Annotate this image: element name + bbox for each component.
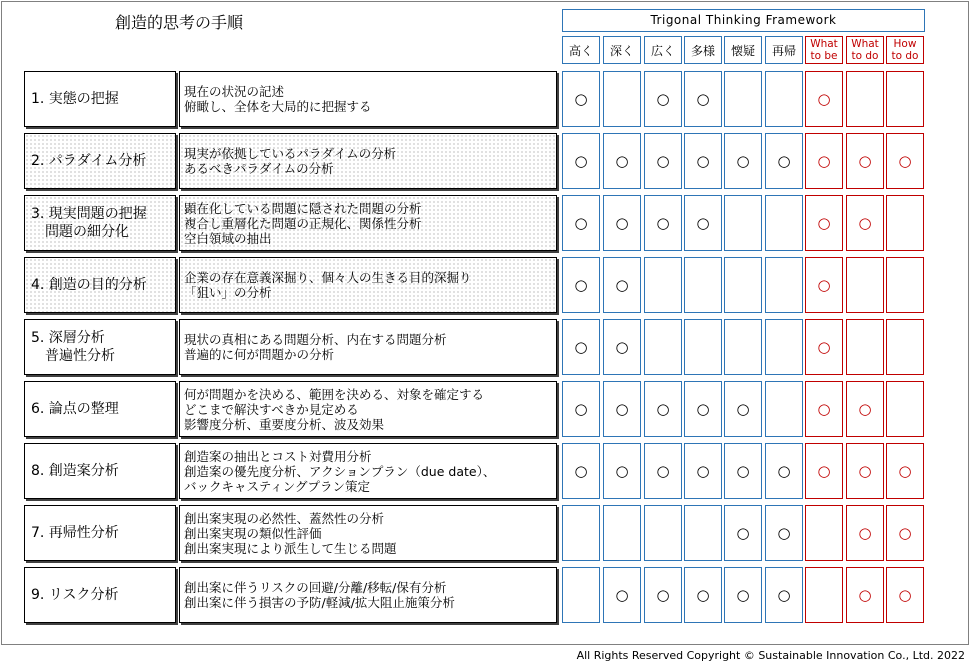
circle-mark: ○	[615, 400, 629, 418]
circle-mark: ○	[574, 214, 588, 232]
mark-cell	[886, 195, 924, 251]
mark-cell	[644, 505, 682, 561]
circle-mark: ○	[898, 586, 912, 604]
mark-cell	[724, 195, 762, 251]
mark-cell	[886, 71, 924, 127]
circle-mark: ○	[736, 586, 750, 604]
mark-cell	[846, 133, 884, 189]
circle-mark: ○	[898, 524, 912, 542]
mark-cell	[603, 443, 641, 499]
mark-cell	[724, 133, 762, 189]
mark-cell	[805, 257, 843, 313]
circle-mark: ○	[817, 338, 831, 356]
mark-cell	[886, 505, 924, 561]
description-line: 創出案実現により派生して生じる問題	[184, 540, 397, 556]
mark-cell	[886, 133, 924, 189]
circle-mark: ○	[736, 400, 750, 418]
circle-mark: ○	[858, 524, 872, 542]
circle-mark: ○	[574, 152, 588, 170]
circle-mark: ○	[817, 400, 831, 418]
mark-cell	[562, 443, 600, 499]
step-label: 7. 再帰性分析	[24, 505, 176, 561]
mark-cell	[846, 257, 884, 313]
circle-mark: ○	[656, 400, 670, 418]
step-description	[179, 505, 557, 561]
mark-cell	[644, 257, 682, 313]
circle-mark: ○	[574, 338, 588, 356]
step-description	[179, 257, 557, 313]
mark-cell	[724, 319, 762, 375]
mark-cell	[765, 71, 803, 127]
column-header-1: 深く	[603, 36, 641, 64]
step-label: 1. 実態の把握	[24, 71, 176, 127]
mark-cell	[603, 381, 641, 437]
circle-mark: ○	[817, 152, 831, 170]
mark-cell	[846, 567, 884, 623]
step-description	[179, 195, 557, 251]
mark-cell	[805, 567, 843, 623]
description-line: 何が問題かを決める、範囲を決める、対象を確定する	[184, 386, 485, 402]
description-line: 創出案実現の類似性評価	[184, 525, 322, 541]
circle-mark: ○	[574, 400, 588, 418]
step-label: 2. パラダイム分析	[24, 133, 176, 189]
mark-cell	[562, 71, 600, 127]
circle-mark: ○	[736, 152, 750, 170]
step-label: 5. 深層分析 普遍性分析	[24, 319, 176, 375]
circle-mark: ○	[656, 462, 670, 480]
mark-cell	[644, 443, 682, 499]
step-label: 6. 論点の整理	[24, 381, 176, 437]
mark-cell	[846, 195, 884, 251]
mark-cell	[603, 257, 641, 313]
mark-cell	[603, 505, 641, 561]
circle-mark: ○	[817, 276, 831, 294]
step-description	[179, 319, 557, 375]
circle-mark: ○	[858, 214, 872, 232]
circle-mark: ○	[696, 90, 710, 108]
mark-cell	[562, 319, 600, 375]
mark-cell	[644, 319, 682, 375]
description-line: 普遍的に何が問題かの分析	[184, 347, 335, 362]
mark-cell	[644, 195, 682, 251]
circle-mark: ○	[656, 214, 670, 232]
column-header-3: 多様	[684, 36, 722, 64]
description-line: あるべきパラダイムの分析	[184, 161, 334, 176]
mark-cell	[805, 505, 843, 561]
circle-mark: ○	[615, 338, 629, 356]
circle-mark: ○	[858, 462, 872, 480]
mark-cell	[603, 71, 641, 127]
description-line: 現実が依拠しているパラダイムの分析	[184, 146, 397, 161]
circle-mark: ○	[574, 276, 588, 294]
mark-cell	[724, 443, 762, 499]
step-description	[179, 443, 557, 499]
description-line: 企業の存在意義深掘り、個々人の生きる目的深掘り	[184, 270, 472, 285]
mark-cell	[886, 319, 924, 375]
mark-cell	[562, 133, 600, 189]
circle-mark: ○	[777, 152, 791, 170]
mark-cell	[684, 443, 722, 499]
mark-cell	[765, 257, 803, 313]
framework-header: Trigonal Thinking Framework	[562, 9, 925, 32]
mark-cell	[684, 381, 722, 437]
description-line: 複合し重層化た問題の正規化、関係性分析	[184, 215, 422, 231]
mark-cell	[684, 257, 722, 313]
column-header-7: What to do	[846, 36, 884, 64]
circle-mark: ○	[615, 214, 629, 232]
mark-cell	[805, 443, 843, 499]
mark-cell	[846, 319, 884, 375]
circle-mark: ○	[656, 90, 670, 108]
page-title: 創造的思考の手順	[115, 13, 244, 32]
mark-cell	[765, 195, 803, 251]
mark-cell	[765, 381, 803, 437]
mark-cell	[846, 505, 884, 561]
circle-mark: ○	[696, 152, 710, 170]
step-label: 3. 現実問題の把握 問題の細分化	[24, 195, 176, 251]
circle-mark: ○	[858, 400, 872, 418]
step-description	[179, 71, 557, 127]
mark-cell	[562, 567, 600, 623]
circle-mark: ○	[615, 462, 629, 480]
mark-cell	[846, 443, 884, 499]
mark-cell	[684, 195, 722, 251]
mark-cell	[765, 319, 803, 375]
description-line: どこまで解決すべきか見定める	[184, 401, 359, 417]
mark-cell	[684, 319, 722, 375]
mark-cell	[603, 567, 641, 623]
circle-mark: ○	[696, 462, 710, 480]
step-label: 4. 創造の目的分析	[24, 257, 176, 313]
mark-cell	[724, 567, 762, 623]
description-line: バックキャスティングプラン策定	[184, 478, 371, 494]
circle-mark: ○	[574, 462, 588, 480]
description-line: 俯瞰し、全体を大局的に把握する	[184, 99, 372, 114]
circle-mark: ○	[817, 462, 831, 480]
mark-cell	[765, 133, 803, 189]
mark-cell	[644, 567, 682, 623]
mark-cell	[562, 257, 600, 313]
mark-cell	[886, 257, 924, 313]
mark-cell	[603, 133, 641, 189]
mark-cell	[805, 381, 843, 437]
column-header-0: 高く	[562, 36, 600, 64]
circle-mark: ○	[696, 586, 710, 604]
circle-mark: ○	[736, 524, 750, 542]
description-line: 顕在化している問題に隠された問題の分析	[184, 200, 422, 216]
circle-mark: ○	[696, 214, 710, 232]
column-header-4: 懐疑	[724, 36, 762, 64]
mark-cell	[644, 381, 682, 437]
circle-mark: ○	[858, 152, 872, 170]
mark-cell	[562, 381, 600, 437]
circle-mark: ○	[898, 462, 912, 480]
step-description	[179, 567, 557, 623]
mark-cell	[603, 195, 641, 251]
description-line: 創出案実現の必然性、蓋然性の分析	[184, 510, 385, 526]
description-line: 現在の状況の記述	[184, 84, 285, 99]
mark-cell	[886, 567, 924, 623]
step-description	[179, 381, 557, 437]
mark-cell	[644, 133, 682, 189]
circle-mark: ○	[615, 276, 629, 294]
step-label: 8. 創造案分析	[24, 443, 176, 499]
column-header-5: 再帰	[765, 36, 803, 64]
circle-mark: ○	[777, 462, 791, 480]
step-description	[179, 133, 557, 189]
description-line: 空白領域の抽出	[184, 230, 272, 246]
description-line: 現状の真相にある問題分析、内在する問題分析	[184, 332, 447, 347]
column-header-6: What to be	[805, 36, 843, 64]
mark-cell	[765, 505, 803, 561]
mark-cell	[603, 319, 641, 375]
mark-cell	[684, 505, 722, 561]
circle-mark: ○	[898, 152, 912, 170]
mark-cell	[684, 71, 722, 127]
mark-cell	[846, 381, 884, 437]
mark-cell	[684, 133, 722, 189]
mark-cell	[724, 381, 762, 437]
column-header-8: How to do	[886, 36, 924, 64]
column-header-2: 広く	[644, 36, 682, 64]
circle-mark: ○	[817, 90, 831, 108]
circle-mark: ○	[615, 152, 629, 170]
mark-cell	[562, 505, 600, 561]
circle-mark: ○	[777, 524, 791, 542]
mark-cell	[562, 195, 600, 251]
mark-cell	[724, 71, 762, 127]
mark-cell	[684, 567, 722, 623]
step-label: 9. リスク分析	[24, 567, 176, 623]
copyright-notice: All Rights Reserved Copyright © Sustainable Innovation Co., Ltd. 2022	[576, 649, 965, 662]
description-line: 創出案に伴うリスクの回避/分離/移転/保有分析	[184, 580, 447, 595]
description-line: 「狙い」の分析	[184, 285, 272, 300]
circle-mark: ○	[656, 152, 670, 170]
circle-mark: ○	[858, 586, 872, 604]
mark-cell	[886, 443, 924, 499]
description-line: 創造案の優先度分析、アクションプラン（due date）、	[184, 463, 496, 479]
circle-mark: ○	[656, 586, 670, 604]
mark-cell	[846, 71, 884, 127]
circle-mark: ○	[817, 214, 831, 232]
mark-cell	[805, 319, 843, 375]
circle-mark: ○	[615, 586, 629, 604]
circle-mark: ○	[777, 586, 791, 604]
mark-cell	[805, 71, 843, 127]
mark-cell	[765, 443, 803, 499]
mark-cell	[724, 505, 762, 561]
description-line: 創出案に伴う損害の予防/軽減/拡大阻止施策分析	[184, 595, 455, 610]
circle-mark: ○	[574, 90, 588, 108]
circle-mark: ○	[696, 400, 710, 418]
description-line: 創造案の抽出とコスト対費用分析	[184, 448, 372, 464]
circle-mark: ○	[736, 462, 750, 480]
mark-cell	[724, 257, 762, 313]
mark-cell	[765, 567, 803, 623]
mark-cell	[644, 71, 682, 127]
description-line: 影響度分析、重要度分析、波及効果	[184, 416, 385, 432]
mark-cell	[886, 381, 924, 437]
mark-cell	[805, 133, 843, 189]
mark-cell	[805, 195, 843, 251]
